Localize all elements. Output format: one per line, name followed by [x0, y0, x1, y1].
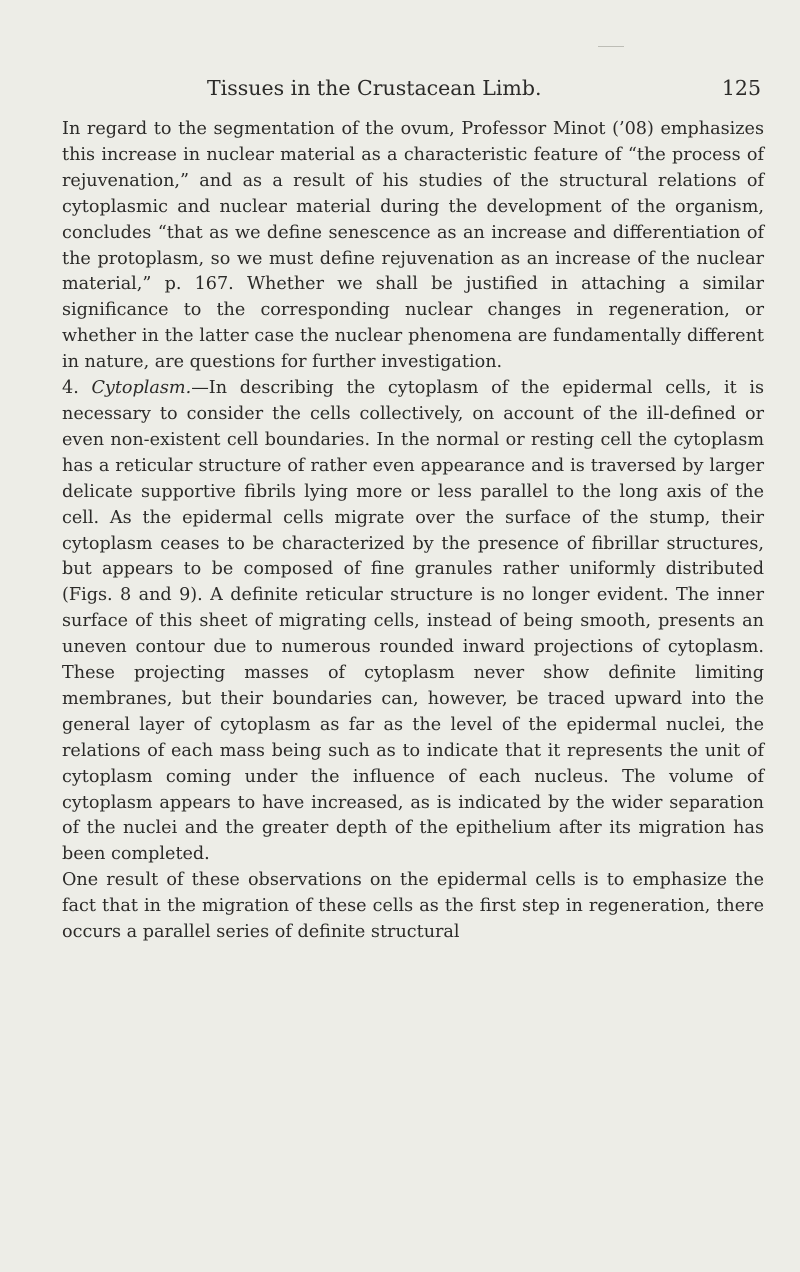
paragraph-cytoplasm [62, 376, 764, 868]
page-number: 125 [721, 76, 761, 100]
page-header [62, 73, 762, 103]
section-text: —In describing the cytoplasm of the epidermal cells, it is necessary to consider the cells collectively, on account of the ill-defined or even non-existent cell boundaries. In the normal or resting cell the cytoplasm has a reticular structure of rather even appearance and is traversed by larger delicate supportive fibrils lying more or less parallel to the long axis of the cell. As the epidermal cells migrate over the surface of the stump, their cytoplasm ceases to be characterized by the presence of fibrillar structures, but appears to be composed of fine granules rather uniformly distributed (Figs. 8 and 9). A definite reticular structure is no longer evident. The inner surface of this sheet of migrating cells, instead of being smooth, presents an uneven contour due to numerous rounded inward projections of cytoplasm. These projecting masses of cytoplasm never show definite limiting membranes, but their boundaries can, however, be traced upward into the general layer of cytoplasm as far as the level of the epidermal nuclei, the relations of each mass being such as to indicate that it represents the unit of cytoplasm coming under the influence of each nucleus. The volume of cytoplasm appears to have increased, as is indicated by the wider separation of the nuclei and the greater depth of the epithelium after its migration has been completed. [62, 378, 764, 865]
paragraph-rejuvenation: In regard to the segmentation of the ovum, Professor Minot (’08) emphasizes this increase in nuclear material as a characteristic feature of “the process of rejuvenation,” and as a result of his studies of the structural relations of cytoplasmic and nuclear material during the development of the organism, concludes “that as we define senescence as an increase and differentiation of the protoplasm, so we must define rejuvenation as an increase of the nuclear material,” p. 167. Whether we shall be justified in attaching a similar significance to the corresponding nuclear changes in regeneration, or whether in the latter case the nuclear phenomena are fundamentally different in nature, are questions for further investigation. [62, 119, 764, 373]
paragraph-result: One result of these observations on the epidermal cells is to emphasize the fact that in the migration of these cells as the first step in regeneration, there occurs a parallel series of definite structural [62, 870, 764, 943]
section-number: 4. [62, 378, 79, 399]
scan-mark [598, 46, 624, 47]
section-title: Cytoplasm. [91, 378, 192, 399]
running-title: Tissues in the Crustacean Limb. [207, 76, 542, 100]
body-text [62, 117, 764, 946]
